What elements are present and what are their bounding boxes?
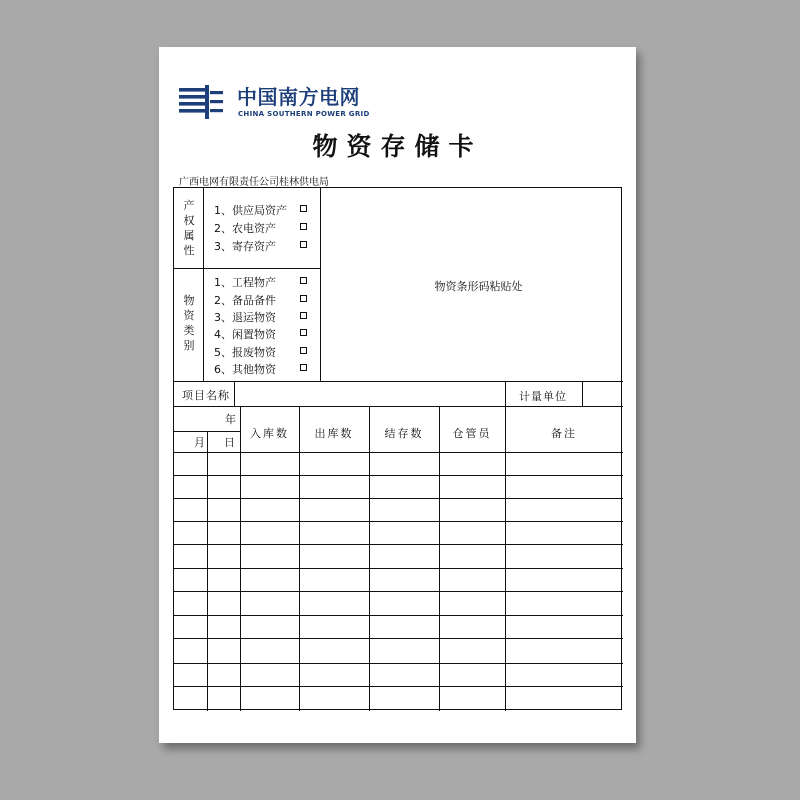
table-row xyxy=(174,521,623,522)
unit-label: 计量单位 xyxy=(519,390,567,403)
year-label: 年 xyxy=(225,413,237,426)
table-row xyxy=(174,663,623,664)
company-logo xyxy=(179,85,399,121)
table-row xyxy=(174,591,623,592)
table-row xyxy=(174,544,623,545)
table-row xyxy=(174,498,623,499)
outbound-qty-header: 出库数 xyxy=(314,427,354,440)
ownership-checkbox-3[interactable] xyxy=(300,241,307,248)
category-checkbox-1[interactable] xyxy=(300,277,307,284)
form-table xyxy=(173,187,622,710)
category-option-1: 1、工程物产 xyxy=(214,276,276,289)
balance-qty-header: 结存数 xyxy=(384,427,424,440)
barcode-area-label: 物资条形码粘贴处 xyxy=(434,280,523,293)
keeper-header: 仓管员 xyxy=(452,427,492,440)
table-row xyxy=(174,475,623,476)
table-row xyxy=(174,638,623,639)
category-option-5: 5、报废物资 xyxy=(214,346,276,359)
ownership-label: 产权属性 xyxy=(183,199,195,257)
inbound-qty-header: 入库数 xyxy=(250,427,289,440)
ownership-checkbox-1[interactable] xyxy=(300,205,307,212)
category-checkbox-4[interactable] xyxy=(300,329,307,336)
logo-name-en: CHINA SOUTHERN POWER GRID xyxy=(238,110,370,118)
organization-name: 广西电网有限责任公司桂林供电局 xyxy=(179,177,329,188)
ownership-option-1: 1、供应局资产 xyxy=(214,204,287,217)
ownership-option-3: 3、寄存资产 xyxy=(214,240,276,253)
power-grid-logo-icon xyxy=(179,85,225,119)
category-label: 物资类别 xyxy=(183,294,195,352)
table-row xyxy=(174,615,623,616)
category-option-4: 4、闲置物资 xyxy=(214,328,276,341)
month-label: 月 xyxy=(194,436,206,449)
ownership-checkbox-2[interactable] xyxy=(300,223,307,230)
category-option-6: 6、其他物资 xyxy=(214,363,276,376)
day-label: 日 xyxy=(224,436,236,449)
material-storage-card xyxy=(159,47,636,743)
category-option-3: 3、退运物资 xyxy=(214,311,276,324)
category-option-2: 2、备品备件 xyxy=(214,294,276,307)
category-checkbox-3[interactable] xyxy=(300,312,307,319)
ownership-option-2: 2、农电资产 xyxy=(214,222,276,235)
table-row xyxy=(174,452,623,453)
table-row xyxy=(174,568,623,569)
category-checkbox-6[interactable] xyxy=(300,364,307,371)
logo-name-cn: 中国南方电网 xyxy=(237,85,360,109)
card-title: 物资存储卡 xyxy=(312,132,483,161)
category-checkbox-5[interactable] xyxy=(300,347,307,354)
remarks-header: 备注 xyxy=(551,427,577,440)
category-checkbox-2[interactable] xyxy=(300,295,307,302)
item-name-label: 项目名称 xyxy=(182,389,230,402)
table-row xyxy=(174,686,623,687)
